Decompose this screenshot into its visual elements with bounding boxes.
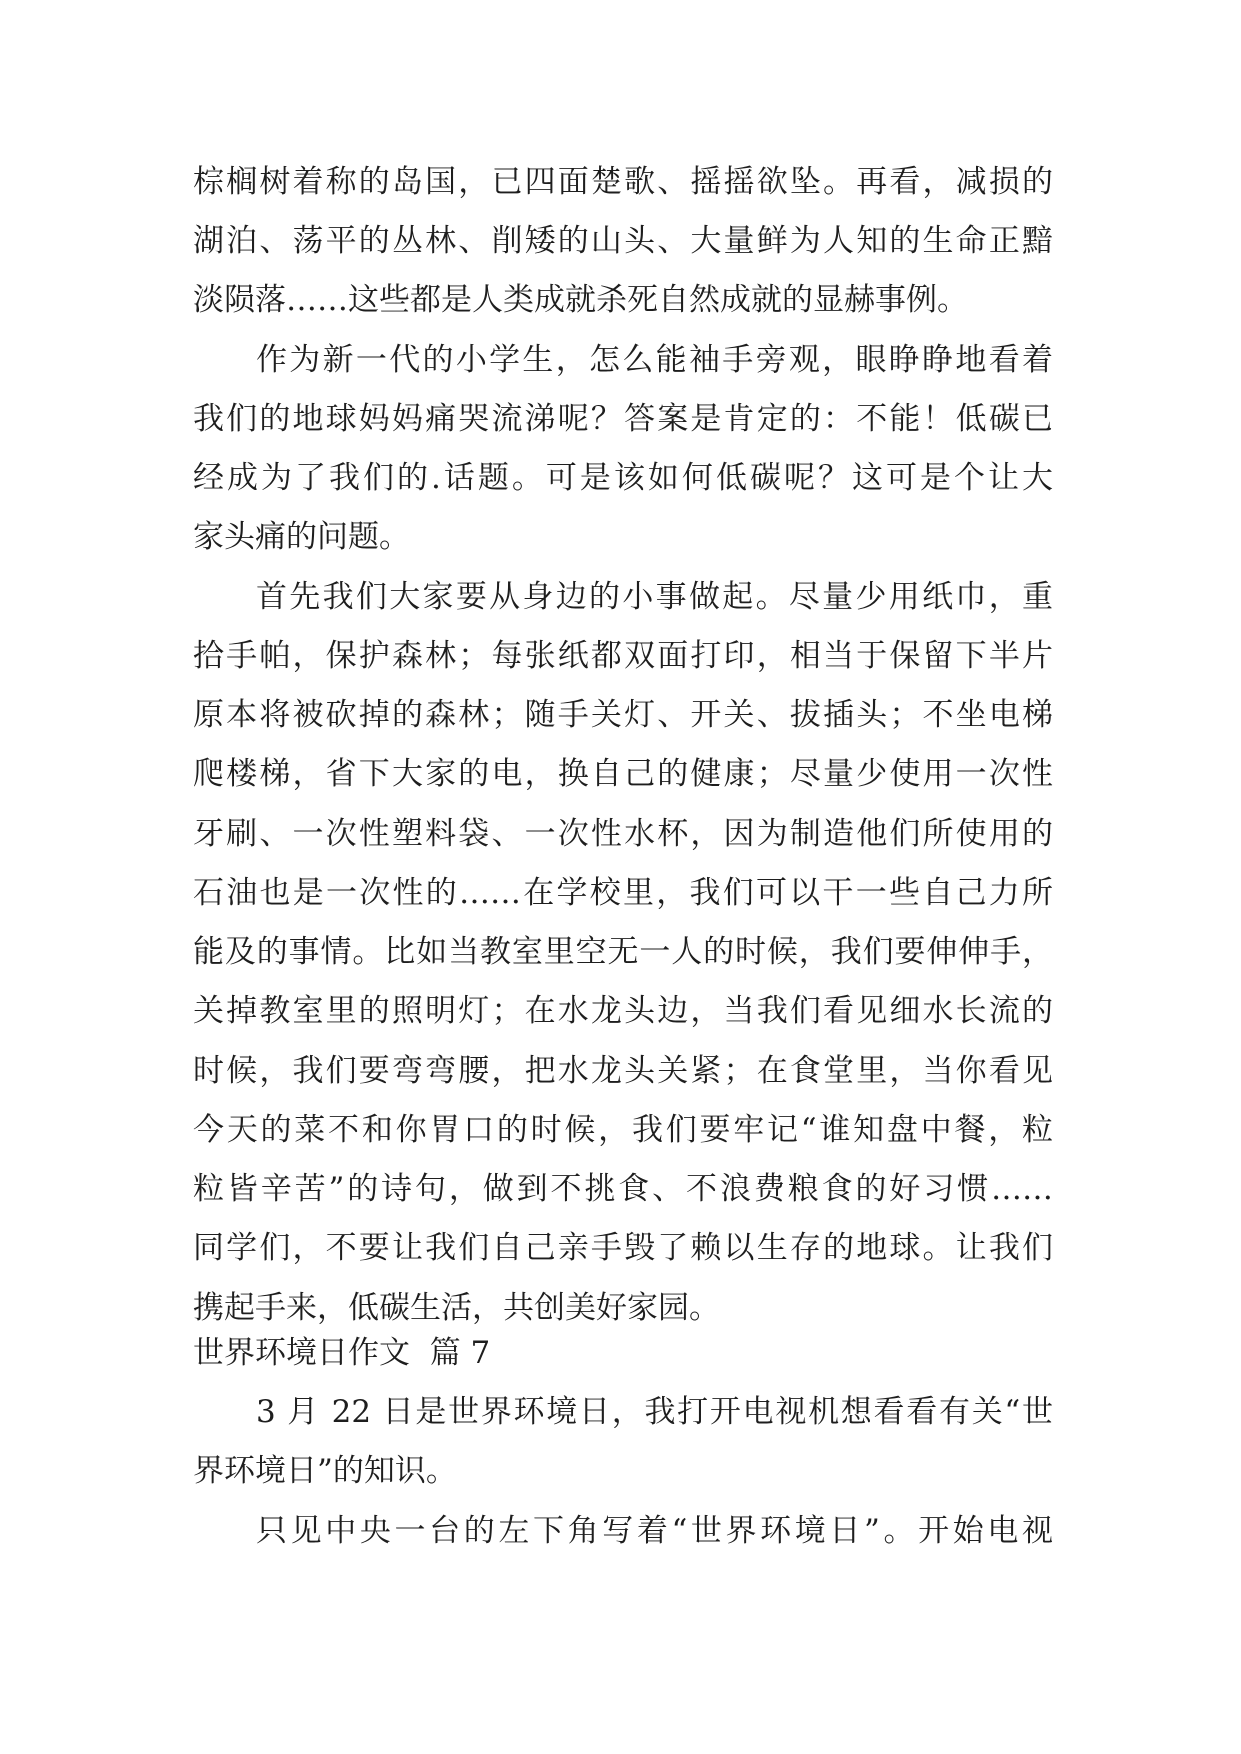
text-line: 粒皆辛苦”的诗句，做到不挑食、不浪费粮食的好习惯…… [193,1171,1053,1207]
text-line: 经成为了我们的.话题。可是该如何低碳呢？这可是个让大 [193,460,1053,496]
text-line: 原本将被砍掉的森林；随手关灯、开关、拔插头；不坐电梯 [193,697,1053,733]
text-line: 棕榈树着称的岛国，已四面楚歌、摇摇欲坠。再看，减损的 [193,164,1053,200]
text-line: 石油也是一次性的……在学校里，我们可以干一些自己力所 [193,875,1053,911]
text-line: 界环境日”的知识。 [193,1453,457,1489]
paragraph-first-line: 作为新一代的小学生，怎么能袖手旁观，眼睁睁地看着 [256,342,1053,378]
text-line: 能及的事情。比如当教室里空无一人的时候，我们要伸伸手， [193,934,1053,970]
section-heading: 世界环境日作文 篇 7 [193,1335,491,1371]
paragraph-first-line: 只见中央一台的左下角写着“世界环境日”。开始电视 [256,1513,1053,1549]
text-line: 携起手来，低碳生活，共创美好家园。 [193,1290,720,1326]
text-line: 关掉教室里的照明灯；在水龙头边，当我们看见细水长流的 [193,993,1053,1029]
text-line: 拾手帕，保护森林；每张纸都双面打印，相当于保留下半片 [193,638,1053,674]
text-line: 同学们，不要让我们自己亲手毁了赖以生存的地球。让我们 [193,1230,1053,1266]
text-line: 我们的地球妈妈痛哭流涕呢？答案是肯定的：不能！低碳已 [193,401,1053,437]
text-line: 淡陨落……这些都是人类成就杀死自然成就的显赫事例。 [193,282,968,318]
paragraph-first-line: 首先我们大家要从身边的小事做起。尽量少用纸巾，重 [256,579,1053,615]
text-line: 时候，我们要弯弯腰，把水龙头关紧；在食堂里，当你看见 [193,1053,1053,1089]
text-line: 湖泊、荡平的丛林、削矮的山头、大量鲜为人知的生命正黯 [193,223,1053,259]
paragraph-first-line: 3 月 22 日是世界环境日，我打开电视机想看看有关“世 [256,1394,1053,1430]
text-line: 今天的菜不和你胃口的时候，我们要牢记“谁知盘中餐，粒 [193,1112,1053,1148]
text-line: 牙刷、一次性塑料袋、一次性水杯，因为制造他们所使用的 [193,816,1053,852]
text-line: 家头痛的问题。 [193,519,410,555]
text-line: 爬楼梯，省下大家的电，换自己的健康；尽量少使用一次性 [193,756,1053,792]
